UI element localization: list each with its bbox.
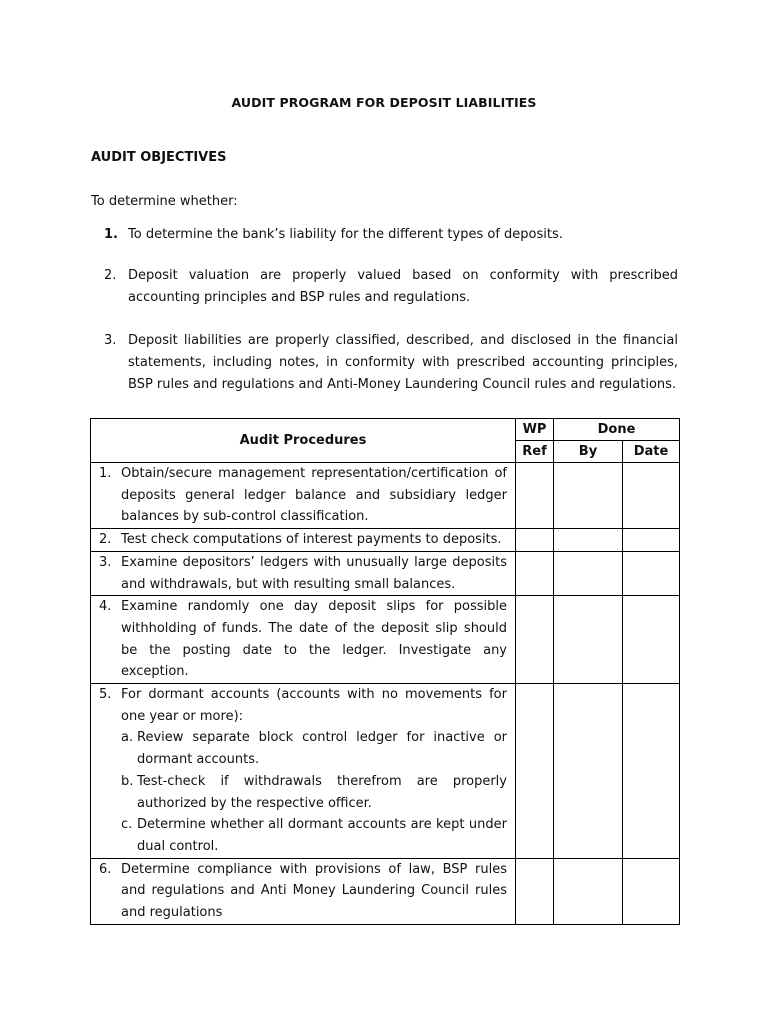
done-by-cell[interactable]	[554, 684, 623, 859]
done-date-cell[interactable]	[623, 551, 680, 595]
wp-ref-cell[interactable]	[516, 529, 554, 552]
sub-procedure-text: Test-check if withdrawals therefrom are properly authorized by the respective officer.	[137, 773, 507, 811]
intro-text: To determine whether:	[91, 194, 238, 209]
sub-procedure-letter: b.	[121, 773, 134, 789]
procedure-cell	[91, 529, 516, 552]
table-row	[91, 684, 680, 859]
done-date-cell[interactable]	[623, 529, 680, 552]
section-heading: AUDIT OBJECTIVES	[91, 150, 227, 165]
header-done: Done	[554, 419, 680, 441]
wp-ref-cell[interactable]	[516, 551, 554, 595]
procedure-number: 6.	[99, 861, 112, 877]
done-by-cell[interactable]	[554, 596, 623, 684]
objective-number: 3.	[104, 333, 117, 348]
header-ref: Ref	[516, 441, 554, 463]
sub-procedure-letter: a.	[121, 730, 134, 746]
objective-item	[104, 224, 678, 246]
done-by-cell[interactable]	[554, 551, 623, 595]
sub-procedure-letter: c.	[121, 817, 133, 833]
sub-procedure	[99, 814, 507, 857]
procedure-text: Determine compliance with provisions of law, BSP rules and regulations and Anti Money Laundering Council rules and regulations	[121, 861, 507, 921]
audit-procedures-table	[90, 418, 680, 925]
table-row	[91, 596, 680, 684]
wp-ref-cell[interactable]	[516, 463, 554, 529]
header-by: By	[554, 441, 623, 463]
sub-procedure	[99, 727, 507, 770]
procedure-number: 5.	[99, 687, 112, 703]
procedure-cell	[91, 684, 516, 859]
procedure-cell	[91, 463, 516, 529]
done-by-cell[interactable]	[554, 858, 623, 924]
objective-item	[104, 330, 678, 396]
procedure-text: Test check computations of interest payments to deposits.	[121, 532, 502, 548]
sub-procedure	[99, 771, 507, 814]
objective-number: 2.	[104, 268, 117, 283]
table-row	[91, 858, 680, 924]
done-date-cell[interactable]	[623, 684, 680, 859]
done-date-cell[interactable]	[623, 858, 680, 924]
procedure-text: Obtain/secure management representation/certification of deposits general ledger balance and subsidiary ledger balances by sub-control classification.	[121, 466, 507, 525]
done-by-cell[interactable]	[554, 529, 623, 552]
table-row	[91, 551, 680, 595]
document-title: AUDIT PROGRAM FOR DEPOSIT LIABILITIES	[231, 95, 537, 110]
procedure-number: 3.	[99, 554, 112, 570]
objective-item	[104, 265, 678, 309]
procedure-cell	[91, 596, 516, 684]
wp-ref-cell[interactable]	[516, 858, 554, 924]
procedure-text: Examine randomly one day deposit slips for possible withholding of funds. The date of the deposit slip should be the posting date to the ledger. Investigate any exception.	[121, 599, 507, 680]
wp-ref-cell[interactable]	[516, 596, 554, 684]
procedure-number: 4.	[99, 599, 112, 615]
procedure-text: Examine depositors’ ledgers with unusually large deposits and withdrawals, but with resulting small balances.	[121, 554, 507, 592]
done-date-cell[interactable]	[623, 463, 680, 529]
objective-text: To determine the bank’s liability for the different types of deposits.	[128, 227, 563, 242]
header-date: Date	[623, 441, 680, 463]
sub-procedure-text: Determine whether all dormant accounts are kept under dual control.	[137, 817, 507, 854]
procedure-text: For dormant accounts (accounts with no movements for one year or more):	[121, 687, 507, 724]
done-date-cell[interactable]	[623, 596, 680, 684]
objective-text: Deposit valuation are properly valued based on conformity with prescribed accounting principles and BSP rules and regulations.	[128, 268, 678, 305]
table-row	[91, 529, 680, 552]
objective-text: Deposit liabilities are properly classified, described, and disclosed in the financial statements, including notes, in conformity with prescribed accounting principles, BSP rules and regulations and Anti-Money Laundering Council rules and regulations.	[128, 333, 678, 392]
procedure-number: 1.	[99, 466, 112, 481]
sub-procedure-text: Review separate block control ledger for inactive or dormant accounts.	[137, 730, 507, 768]
table-row	[91, 463, 680, 529]
procedure-cell	[91, 858, 516, 924]
header-audit-procedures: Audit Procedures	[91, 419, 516, 463]
objective-number: 1.	[104, 227, 118, 242]
wp-ref-cell[interactable]	[516, 684, 554, 859]
header-wp: WP	[516, 419, 554, 441]
procedure-number: 2.	[99, 532, 112, 548]
procedure-cell	[91, 551, 516, 595]
done-by-cell[interactable]	[554, 463, 623, 529]
